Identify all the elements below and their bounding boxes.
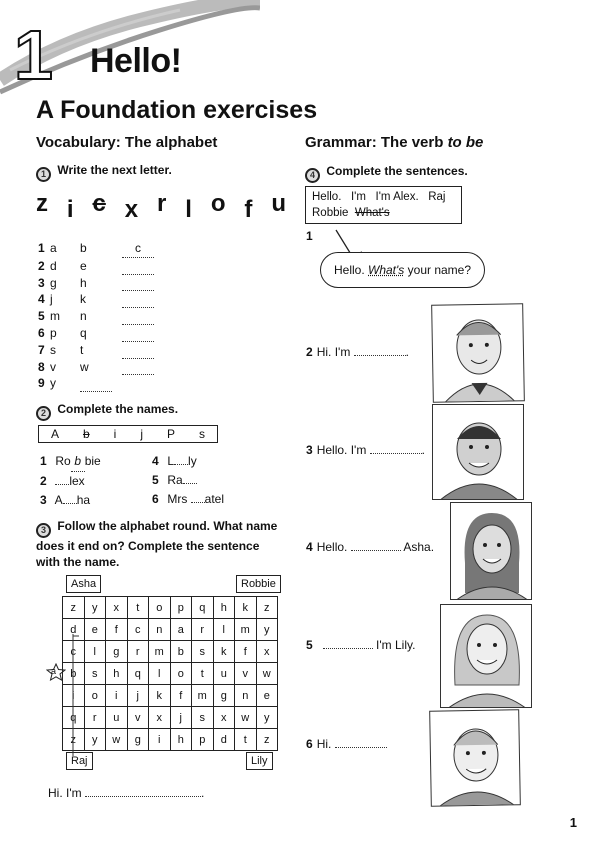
name-part: Ro — [55, 454, 71, 468]
grid-cell[interactable]: e — [256, 685, 278, 707]
grid-cell[interactable]: d — [63, 619, 85, 641]
section-title: A Foundation exercises — [36, 96, 318, 124]
grid-cell[interactable]: x — [106, 597, 128, 619]
ex2-names-col1 — [40, 452, 101, 510]
list-item — [40, 491, 101, 510]
start-letter: a — [51, 666, 57, 676]
list-item — [38, 325, 154, 342]
bubble-text: Hello. — [333, 263, 368, 277]
grid-cell[interactable]: x — [213, 707, 235, 729]
grid-cell[interactable]: a — [170, 619, 192, 641]
sentence-text: . — [421, 443, 425, 457]
grid-cell[interactable]: h — [213, 597, 235, 619]
grid-cell[interactable]: t — [235, 729, 257, 751]
grid-row — [63, 729, 278, 751]
grid-cell[interactable]: b — [170, 641, 192, 663]
grid-cell[interactable]: k — [235, 597, 257, 619]
grid-cell[interactable]: f — [170, 685, 192, 707]
grid-cell[interactable]: j — [170, 707, 192, 729]
grid-cell[interactable]: i — [63, 685, 85, 707]
letter-b: q — [80, 325, 87, 340]
grid-cell[interactable]: m — [235, 619, 257, 641]
item-number: 6 — [38, 325, 45, 340]
letter-a: y — [50, 376, 56, 391]
big-letter: x — [124, 196, 139, 223]
grid-cell[interactable]: i — [106, 685, 128, 707]
list-item — [152, 452, 224, 471]
answer-blank[interactable] — [122, 325, 154, 342]
sentence-2 — [306, 345, 409, 359]
grid-cell[interactable]: z — [63, 597, 85, 619]
name-part: A — [54, 493, 63, 507]
answer-blank[interactable] — [122, 308, 154, 325]
grid-cell[interactable]: v — [235, 663, 257, 685]
grid-cell[interactable]: l — [149, 663, 171, 685]
photo-robbie — [431, 303, 525, 403]
sentence-text: Hi. — [316, 737, 335, 751]
ex2-number-badge: 2 — [36, 406, 51, 421]
item-number: 1 — [40, 454, 47, 468]
boy-portrait-icon — [433, 405, 524, 500]
grid-cell[interactable]: j — [127, 685, 149, 707]
item-number: 4 — [306, 540, 313, 554]
list-item — [40, 452, 101, 472]
word-box-word-struck: What's — [354, 207, 390, 219]
grid-cell[interactable]: l — [84, 641, 106, 663]
grid-cell[interactable]: q — [63, 707, 85, 729]
boy-portrait-icon — [430, 710, 521, 807]
grid-cell[interactable]: h — [170, 729, 192, 751]
ex1-instruction-row — [36, 163, 172, 182]
grid-cell[interactable]: r — [127, 641, 149, 663]
sentence-text: Asha. — [400, 540, 435, 554]
list-item — [38, 342, 154, 359]
grid-cell[interactable]: k — [149, 685, 171, 707]
letter-a: v — [50, 359, 56, 374]
letter-b: b — [80, 241, 87, 255]
grid-cell[interactable]: f — [106, 619, 128, 641]
grid-row — [63, 641, 278, 663]
unit-number: 1 — [14, 16, 53, 94]
box-letter: A — [50, 427, 59, 441]
letter-a: j — [50, 292, 53, 307]
box-letter: b — [82, 427, 90, 441]
list-item — [38, 275, 154, 292]
item-number: 2 — [40, 474, 47, 488]
big-letter: c — [92, 190, 106, 217]
answer-blank[interactable]: c — [122, 240, 154, 258]
grid-cell[interactable]: w — [235, 707, 257, 729]
name-part: Ra — [167, 473, 183, 487]
item-number: 6 — [152, 492, 159, 506]
letter-blank[interactable] — [63, 503, 77, 504]
letter-blank[interactable] — [55, 484, 69, 485]
grid-cell[interactable]: d — [213, 729, 235, 751]
letter-a: s — [50, 342, 56, 357]
grammar-heading — [305, 134, 483, 151]
letter-b: n — [80, 309, 87, 324]
sentence-1 — [306, 229, 317, 243]
ex2-instruction-row — [36, 402, 178, 421]
big-letter: u — [271, 190, 286, 217]
item-number: 1 — [306, 229, 313, 243]
box-letter: P — [166, 427, 175, 441]
grid-cell[interactable]: z — [63, 729, 85, 751]
letter-b: h — [80, 275, 87, 290]
page-number: 1 — [569, 815, 577, 830]
grid-cell[interactable]: q — [127, 663, 149, 685]
letter-blank[interactable] — [191, 502, 205, 503]
grid-cell[interactable]: u — [106, 707, 128, 729]
answer-blank[interactable] — [80, 375, 112, 392]
big-letter: o — [210, 190, 226, 217]
ex4-word-box — [305, 186, 462, 224]
grid-row — [63, 597, 278, 619]
item-number: 8 — [38, 359, 45, 374]
sentence-text: . — [405, 345, 409, 359]
grid-cell[interactable]: p — [192, 729, 214, 751]
corner-label-lily: Lily — [246, 752, 273, 770]
sentence-3 — [306, 443, 425, 457]
corner-label-robbie: Robbie — [236, 575, 281, 593]
grid-cell[interactable]: y — [84, 729, 106, 751]
grid-cell[interactable]: t — [192, 663, 214, 685]
letter-blank[interactable] — [174, 464, 188, 465]
item-number: 3 — [38, 275, 45, 290]
sentence-text: Hello. I'm — [316, 443, 370, 457]
ex1-number-badge: 1 — [36, 167, 51, 182]
sentence-blank[interactable] — [351, 550, 401, 551]
item-number: 9 — [38, 376, 45, 391]
grid-cell[interactable]: k — [213, 641, 235, 663]
letter-a: m — [50, 309, 60, 324]
name-part: atel — [204, 492, 225, 506]
grid-cell[interactable]: r — [192, 619, 214, 641]
list-item — [38, 308, 154, 325]
grid-cell[interactable]: h — [106, 663, 128, 685]
bubble-text: your name? — [404, 263, 472, 277]
grid-cell[interactable]: z — [256, 729, 278, 751]
sentence-text: I'm Lily. — [372, 638, 416, 652]
item-number: 4 — [38, 292, 45, 307]
grid-cell[interactable]: y — [256, 619, 278, 641]
grid-cell[interactable]: u — [213, 663, 235, 685]
corner-label-asha: Asha — [66, 575, 101, 593]
word-box-word: Robbie — [312, 207, 355, 219]
item-number: 2 — [306, 345, 313, 359]
grid-cell[interactable]: o — [149, 597, 171, 619]
grid-cell[interactable]: l — [213, 619, 235, 641]
list-item — [38, 359, 154, 376]
item-number: 5 — [306, 638, 313, 652]
grid-cell[interactable]: t — [127, 597, 149, 619]
grid-cell[interactable]: e — [84, 619, 106, 641]
letter-a: a — [50, 241, 57, 255]
ex2-names-col2 — [152, 452, 224, 509]
grid-row — [63, 619, 278, 641]
ex3-instruction-row — [36, 518, 286, 570]
letter-b: k — [80, 292, 86, 307]
sentence-text: Hi. I'm — [316, 345, 354, 359]
list-item — [40, 472, 101, 491]
list-item — [38, 240, 154, 258]
unit-title: Hello! — [90, 42, 182, 80]
letter-blank[interactable]: b — [71, 452, 85, 472]
grid-cell[interactable]: y — [84, 597, 106, 619]
grid-cell[interactable]: b — [63, 663, 85, 685]
item-number: 7 — [38, 342, 45, 357]
sentence-blank[interactable] — [354, 355, 406, 356]
grid-cell[interactable]: m — [149, 641, 171, 663]
grammar-heading-text: Grammar: The verb — [305, 134, 448, 151]
big-letters — [36, 190, 286, 223]
letter-b: t — [80, 342, 84, 357]
big-letter: r — [157, 190, 167, 217]
name-part: ly — [188, 454, 197, 468]
grid-cell[interactable]: s — [84, 663, 106, 685]
sentence-blank[interactable] — [370, 453, 422, 454]
ex4-number-badge: 4 — [305, 168, 320, 183]
big-letter: i — [66, 196, 74, 223]
item-number: 2 — [38, 258, 45, 273]
grid-cell[interactable]: r — [84, 707, 106, 729]
grid-cell[interactable]: s — [192, 641, 214, 663]
bubble-answer: What's — [368, 263, 405, 277]
alphabet-grid — [62, 596, 278, 751]
item-number: 3 — [306, 443, 313, 457]
answer-blank[interactable] — [122, 342, 154, 359]
grid-row — [63, 685, 278, 707]
ex2-letter-box — [38, 425, 218, 443]
name-part: ha — [76, 493, 91, 507]
vocab-heading: Vocabulary: The alphabet — [36, 134, 218, 151]
photo-raj — [432, 404, 524, 500]
answer-blank[interactable] — [122, 275, 154, 292]
item-number: 5 — [38, 309, 45, 324]
ex3-number-badge: 3 — [36, 523, 51, 538]
item-number: 1 — [38, 241, 45, 255]
grid-cell[interactable]: c — [63, 641, 85, 663]
list-item — [38, 291, 154, 308]
sentence-5 — [306, 638, 415, 652]
grid-cell[interactable]: x — [149, 707, 171, 729]
grid-cell[interactable]: x — [256, 641, 278, 663]
girl-portrait-icon — [451, 503, 532, 600]
grid-cell[interactable]: o — [170, 663, 192, 685]
ex3-instruction: Follow the alphabet round. What name does it end on? Complete the sentence with the name. — [36, 519, 278, 569]
grid-cell[interactable]: v — [127, 707, 149, 729]
grid-cell[interactable]: s — [192, 707, 214, 729]
grid-cell[interactable]: z — [256, 597, 278, 619]
grid-cell[interactable]: g — [213, 685, 235, 707]
name-part: lex — [69, 474, 85, 488]
letter-b: e — [80, 258, 87, 273]
ex3-answer-blank[interactable] — [85, 796, 201, 797]
grid-cell[interactable]: g — [127, 729, 149, 751]
ex1-instruction: Write the next letter. — [57, 163, 172, 177]
grammar-heading-em: to be — [447, 134, 484, 151]
list-item — [38, 375, 154, 392]
big-letter: l — [185, 196, 192, 223]
item-number: 6 — [306, 737, 313, 751]
box-letter: s — [198, 427, 205, 441]
sentence-6 — [306, 737, 387, 751]
name-part: L — [167, 454, 175, 468]
grid-cell[interactable]: m — [192, 685, 214, 707]
girl-portrait-icon — [441, 605, 532, 708]
answer-blank[interactable] — [122, 291, 154, 308]
grid-cell[interactable]: n — [149, 619, 171, 641]
letter-b: w — [80, 359, 89, 374]
grid-cell[interactable]: f — [235, 641, 257, 663]
ex4-instruction-row — [305, 164, 468, 183]
box-letter: i — [113, 427, 117, 441]
box-letter: j — [140, 427, 143, 441]
big-letter: f — [244, 196, 253, 223]
ex3-sentence-text: Hi. I'm — [48, 786, 82, 800]
grid-cell[interactable]: p — [170, 597, 192, 619]
grid-cell[interactable]: g — [106, 641, 128, 663]
sentence-text: Hello. — [316, 540, 351, 554]
list-item — [38, 258, 154, 275]
answer-blank[interactable] — [122, 359, 154, 376]
item-number: 3 — [40, 493, 47, 507]
letter-a: g — [50, 275, 57, 290]
photo-asha — [450, 502, 532, 600]
grid-cell[interactable]: w — [106, 729, 128, 751]
grid-cell[interactable]: c — [127, 619, 149, 641]
answer-blank[interactable] — [122, 258, 154, 275]
grid-cell[interactable]: i — [149, 729, 171, 751]
grid-cell[interactable]: q — [192, 597, 214, 619]
grid-row — [63, 663, 278, 685]
letter-a: p — [50, 325, 57, 340]
grid-cell[interactable]: n — [235, 685, 257, 707]
grid-row — [63, 707, 278, 729]
photo-lily — [440, 604, 532, 708]
ex3-sentence: Hi. I'm . — [48, 786, 205, 800]
word-box-line: Hello. I'm I'm Alex. Raj — [312, 191, 446, 203]
grid-cell[interactable]: w — [256, 663, 278, 685]
list-item — [152, 490, 224, 509]
big-letter: z — [36, 190, 48, 217]
name-part: bie — [84, 454, 101, 468]
letter-blank[interactable] — [183, 483, 197, 484]
sentence-blank[interactable] — [323, 648, 373, 649]
letter-a: d — [50, 258, 57, 273]
item-number: 4 — [152, 454, 159, 468]
grid-cell[interactable]: y — [256, 707, 278, 729]
item-number: 5 — [152, 473, 159, 487]
sentence-blank[interactable] — [335, 747, 387, 748]
grid-cell[interactable]: o — [84, 685, 106, 707]
corner-label-raj: Raj — [66, 752, 93, 770]
ex2-instruction: Complete the names. — [57, 402, 179, 416]
name-part: Mrs — [167, 492, 191, 506]
boy-portrait-icon — [432, 304, 525, 403]
list-item — [152, 471, 224, 490]
ex4-instruction: Complete the sentences. — [326, 164, 468, 178]
photo-alex — [429, 709, 521, 807]
ex1-letter-list — [38, 240, 154, 392]
speech-bubble — [320, 252, 485, 288]
sentence-4 — [306, 540, 434, 554]
